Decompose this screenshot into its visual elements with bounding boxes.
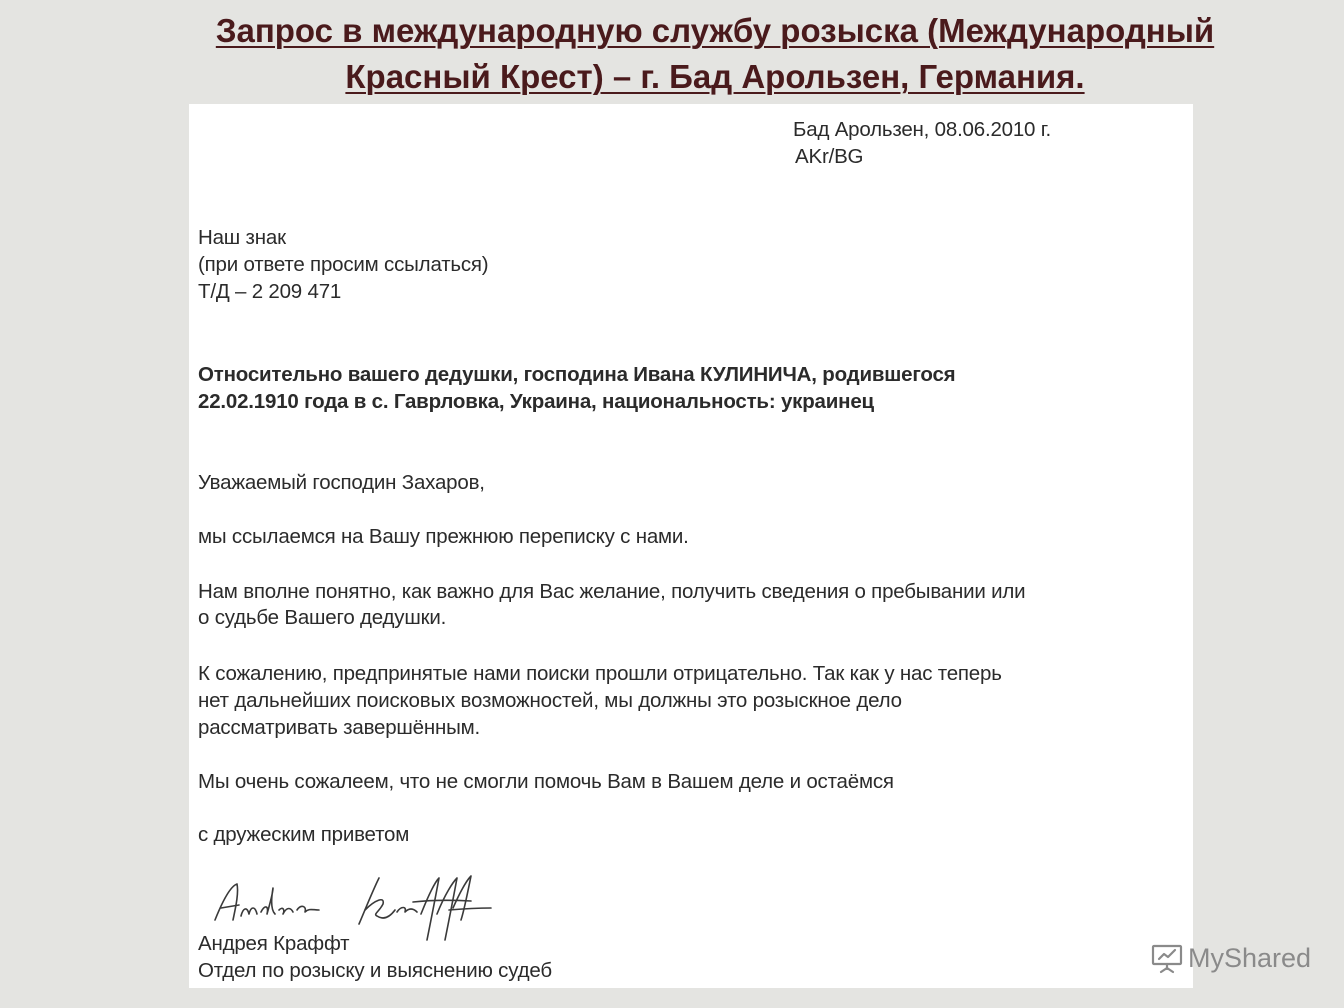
closing: с дружеским приветом: [198, 823, 410, 846]
subject-line-2: 22.02.1910 года в с. Гаврловка, Украина, национальность: украинец: [198, 390, 874, 413]
subject-line-1: Относительно вашего дедушки, господина Ивана КУЛИНИЧА, родившегося: [198, 363, 956, 386]
watermark: [1150, 942, 1311, 974]
body-paragraph-4: Мы очень сожалеем, что не смогли помочь Вам в Вашем деле и остаёмся: [198, 770, 894, 793]
watermark-text: MyShared: [1188, 942, 1312, 973]
body-paragraph-3-line-2: нет дальнейших поисковых возможностей, мы должны это розыскное дело: [198, 689, 902, 712]
slide-title: [60, 8, 1344, 100]
body-paragraph-3-line-3: рассматривать завершённым.: [198, 716, 481, 739]
letter-place-date: Бад Арользен, 08.06.2010 г.: [793, 118, 1052, 141]
body-paragraph-2-line-2: о судьбе Вашего дедушки.: [198, 606, 447, 629]
our-sign-note: (при ответе просим ссылаться): [198, 253, 489, 276]
body-paragraph-1: мы ссылаемся на Вашу прежнюю переписку с нами.: [198, 525, 689, 548]
presentation-board-icon: [1150, 942, 1184, 974]
our-sign-number: Т/Д – 2 209 471: [198, 280, 342, 303]
body-paragraph-2-line-1: Нам вполне понятно, как важно для Вас желание, получить сведения о пребывании или: [198, 580, 1026, 603]
signer-name: Андрея Краффт: [198, 932, 350, 955]
salutation: Уважаемый господин Захаров,: [198, 471, 485, 494]
letter-document: [189, 104, 1193, 988]
body-paragraph-3-line-1: К сожалению, предпринятые нами поиски прошли отрицательно. Так как у нас теперь: [198, 662, 1002, 685]
slide-title-line1: Запрос в международную службу розыска (Международный: [215, 12, 1215, 49]
letter-ref-code: AKr/BG: [795, 145, 864, 168]
our-sign-label: Наш знак: [198, 226, 286, 249]
signer-department: Отдел по розыску и выяснению судеб: [198, 959, 552, 982]
slide-title-line2: Красный Крест) – г. Бад Арользен, Германия.: [345, 58, 1085, 95]
